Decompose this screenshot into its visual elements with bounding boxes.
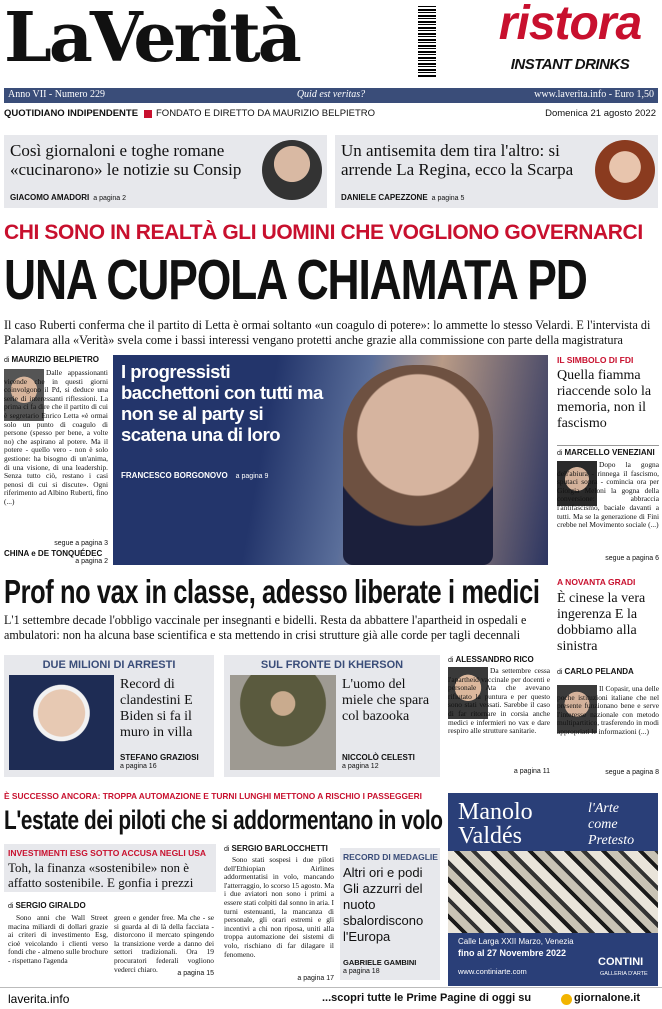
lead-headline[interactable]: UNA CUPOLA CHIAMATA PD bbox=[4, 248, 587, 312]
fdi-column[interactable]: IL SIMBOLO DI FDI Quella fiamma riaccende solo la memoria, non il fascismo di MARCELLO VENEZIANI Dopo la gogna dell'abiura - rinnega il fascismo, sputaci sopra - comincia ora per Giorgia Meloni la gogna della conversione: abbraccia l'antifascismo, baciale davanti a tutti. Ma se la generazione di Fini crebbe nel Movimento sociale (...) segue a pagina 6 bbox=[557, 355, 659, 562]
teaser-consip[interactable]: Così giornaloni e toghe romane «cucinarono» le notizie su Consip GIACOMO AMADORI a pagina 2 bbox=[4, 135, 327, 208]
masthead-bar: Anno VII - Numero 229 Quid est veritas? www.laverita.info - Euro 1,50 bbox=[4, 88, 658, 103]
teaser-antisemita[interactable]: Un antisemita dem tira l'altro: si arrende La Regina, ecco la Scarpa DANIELE CAPEZZONE a pagina 5 bbox=[335, 135, 658, 208]
masthead-logo: LaVerità bbox=[4, 0, 299, 78]
kherson-box[interactable]: SUL FRONTE DI KHERSON L'uomo del miele che spara col bazooka NICCOLÒ CELESTI a pagina 12 bbox=[224, 655, 440, 777]
footer-left-link[interactable]: laverita.info bbox=[8, 992, 70, 1006]
author-photo bbox=[595, 140, 655, 200]
feature-photo bbox=[343, 365, 493, 565]
pelanda-column[interactable]: A NOVANTA GRADI È cinese la vera ingerenza E la dobbiamo alla sinistra di CARLO PELANDA Il Copasir, una delle poche istituzioni italiane che nel presente funzionano bene e serve l'interesse nazionale con metodo multipartitico, trasferendo in modi appropriati le informazioni (...) segue a pagina 8 bbox=[557, 577, 659, 776]
ad-contini[interactable]: Manolo Valdés l'Arte come Pretesto Calle Larga XXII Marzo, Venezia fino al 27 Novembre 2022 www.continiarte.com CONTINI GALLERIA D'ARTE bbox=[448, 793, 658, 986]
footer-right-text: ...scopri tutte le Prime Pagine di oggi su bbox=[322, 992, 532, 1004]
biden-box[interactable]: DUE MILIONI DI ARRESTI Record di clandestini E Biden si fa il muro in villa STEFANO GRAZIOSI a pagina 16 bbox=[4, 655, 214, 777]
second-headline[interactable]: Prof no vax in classe, adesso liberate i medici bbox=[4, 573, 540, 610]
artwork bbox=[448, 851, 658, 933]
barlocchetti-article[interactable]: di SERGIO BARLOCCHETTI Sono stati sospesi i due piloti dell'Ethiopian Airlines addormentatisi in volo, mancando l'atterraggio, lo scorso 15 agosto. Ma i due aviatori non sono i primi a essere stati colpiti dal sonno in aria. I turni estenuanti, la mancanza di personale, gli orari estremi e gli incentivi a chi non riposa, uniti alla troppa automazione dei sistemi di volo, rischiano di far dilagare il fenomeno. a pagina 17 bbox=[224, 844, 335, 982]
lead-standfirst: Il caso Ruberti conferma che il partito di Letta è ormai soltanto «un coagulo di potere»: lo ammette lo stesso Velardi. E l'intervista di Palamara alla «Verità» svela come i bassi interessi vengano protetti anche grazie alla commissione con parte della magistratura bbox=[4, 318, 651, 347]
pilots-headline[interactable]: L'estate dei piloti che si addormentano in volo bbox=[4, 805, 443, 835]
pilots-kicker: È SUCCESSO ANCORA: TROPPA AUTOMAZIONE E TURNI LUNGHI METTONO A RISCHIO I PASSEGGERI bbox=[4, 791, 422, 801]
footer-brand-link[interactable]: giornalone.it bbox=[574, 992, 640, 1004]
footer bbox=[0, 987, 662, 1009]
barcode bbox=[418, 6, 436, 78]
editorial[interactable]: di MAURIZIO BELPIETRO Dalle appassionanti vicende che in questi giorni coinvolgono il Pd, si deduce una serie di interessanti riflessioni. La prima ci fa dire che il partito di cui è segretario Enrico Letta «è ormai solo un punto di coagulo di persone (spesso per bene, a volte no) che aspirano al potere. Ma il potere - quello vero - non è solo gestione: ha bisogno di un'anima, di una visione, di una leadership. Senza tutto ciò, restano i casi penosi di cui si discute». Ogni riferimento ad Albino Ruberti, fino (...) segue a pagina 3 CHINA e DE TONQUÉDEC a pagina 2 bbox=[4, 355, 108, 565]
soldier-photo bbox=[230, 675, 336, 770]
author-photo bbox=[262, 140, 322, 200]
medals-box[interactable]: RECORD DI MEDAGLIE Altri ori e podi Gli azzurri del nuoto sbalordiscono l'Europa GABRIELE GAMBINI a pagina 18 bbox=[340, 848, 440, 980]
giornalone-icon bbox=[561, 994, 572, 1005]
second-standfirst: L'1 settembre decade l'obbligo vaccinale per insegnanti e bidelli. Resta da abbattere l'apartheid in ospedali e ambulatori: non ha alcuna base scientifica e sta mettendo in crisi strutture già alle corde per tagli decennali bbox=[4, 613, 527, 642]
rico-article[interactable]: di ALESSANDRO RICO Da settembre cessa l'apartheid vaccinale per docenti e personale Ata che avevano rifiutato la puntura e per questo sono stati vessati. Sarebbe il caso di far ritornare in corsia anche medici e infermieri no vax e dare respiro alle strutture sanitarie. a pagina 11 bbox=[448, 655, 550, 775]
lead-kicker: CHI SONO IN REALTÀ GLI UOMINI CHE VOGLIONO GOVERNARCI bbox=[4, 221, 643, 244]
esg-article[interactable]: INVESTIMENTI ESG SOTTO ACCUSA NEGLI USA Toh, la finanza «sostenibile» non è affatto sostenibile. E gonfia i prezzi di SERGIO GIRALDO Sono anni che Wall Street macina miliardi di dollari grazie ai criteri di investimento Esg, cioè veicolando i clienti verso fondi che - almeno sulle brochure - rispettano l'agenda green e gender free. Ma che - se si guarda al di là della facciata - distorcono il mercato spingendo la transizione verde a danno dei settori tradizionali. Ora 19 procuratori federali vogliono vederci chiaro. a pagina 15 bbox=[4, 844, 216, 982]
tagline-row: QUOTIDIANO INDIPENDENTE FONDATO E DIRETTO DA MAURIZIO BELPIETRO Domenica 21 agosto 2022 bbox=[4, 108, 656, 119]
biden-photo bbox=[9, 675, 114, 770]
photo-feature[interactable]: I progressisti bacchettoni con tutti ma non se al party si scatena una di loro FRANCESCO BORGONOVO a pagina 9 bbox=[113, 355, 548, 565]
ad-ristora[interactable]: ristora INSTANT DRINKS bbox=[498, 0, 642, 73]
